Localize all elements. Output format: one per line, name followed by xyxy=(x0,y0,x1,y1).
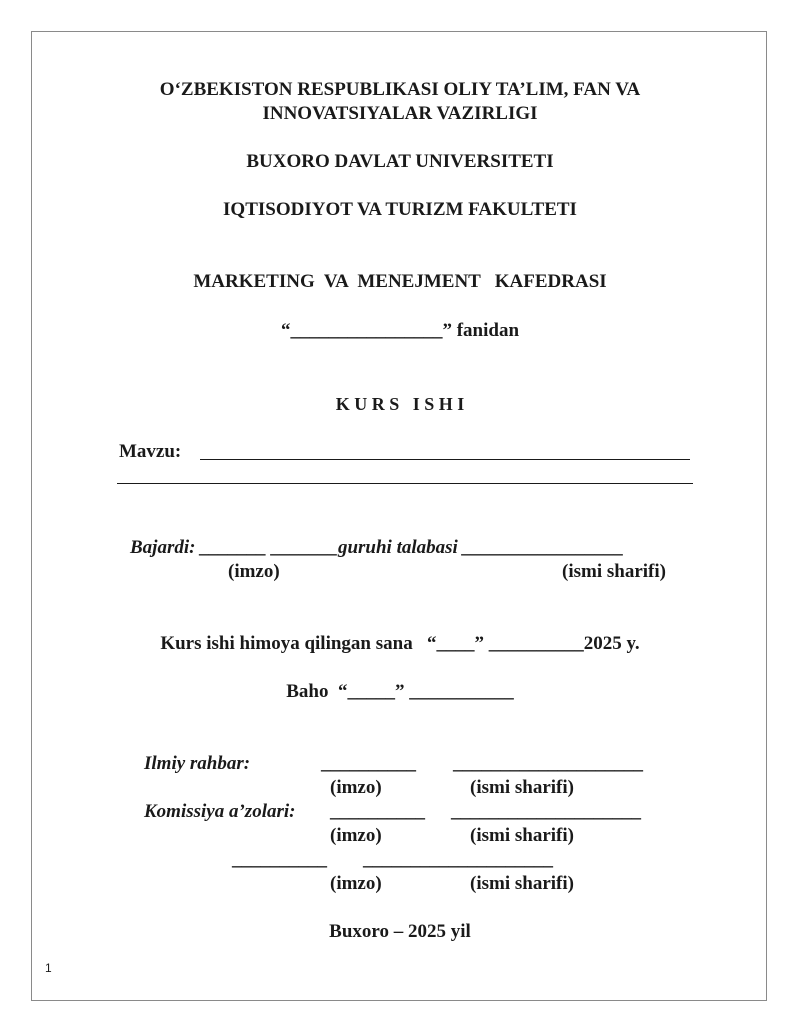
commission-second-signature-caption: (imzo) xyxy=(330,873,382,894)
ministry-title-line-2: INNOVATSIYALAR VAZIRLIGI xyxy=(262,103,538,124)
commission-signature-blank: __________ xyxy=(330,801,425,822)
department-name: MARKETING VA MENEJMENT KAFEDRASI xyxy=(193,271,607,292)
document-title: K U R S I S H I xyxy=(335,394,465,414)
faculty-name: IQTISODIYOT VA TURIZM FAKULTETI xyxy=(223,199,577,220)
topic-blank-line-2 xyxy=(117,483,693,484)
commission-second-signature-blank: __________ xyxy=(232,849,327,870)
supervisor-signature-blank: __________ xyxy=(321,753,416,774)
supervisor-label: Ilmiy rahbar: xyxy=(144,753,251,774)
page-number: 1 xyxy=(45,961,52,975)
performer-signature-caption: (imzo) xyxy=(228,561,280,582)
supervisor-name-caption: (ismi sharifi) xyxy=(470,777,574,798)
performer-line: Bajardi: _______ _______guruhi talabasi _________________ xyxy=(130,537,625,558)
performer-name-caption: (ismi sharifi) xyxy=(562,561,666,582)
topic-blank-line-1 xyxy=(200,459,690,460)
supervisor-signature-caption: (imzo) xyxy=(330,777,382,798)
subject-line: “________________” fanidan xyxy=(280,320,520,341)
place-and-year: Buxoro – 2025 yil xyxy=(329,921,471,942)
topic-label: Mavzu: xyxy=(119,441,182,462)
commission-label: Komissiya a’zolari: xyxy=(144,801,296,822)
ministry-title-line-1: O‘ZBEKISTON RESPUBLIKASI OLIY TA’LIM, FAN VA xyxy=(159,79,641,100)
commission-second-name-blank: ____________________ xyxy=(363,849,553,870)
commission-signature-caption: (imzo) xyxy=(330,825,382,846)
university-name: BUXORO DAVLAT UNIVERSITETI xyxy=(246,151,554,172)
grade-line: Baho “_____” ___________ xyxy=(286,681,514,702)
commission-second-name-caption: (ismi sharifi) xyxy=(470,873,574,894)
commission-name-blank: ____________________ xyxy=(451,801,641,822)
commission-name-caption: (ismi sharifi) xyxy=(470,825,574,846)
supervisor-name-blank: ____________________ xyxy=(453,753,643,774)
defense-date-line: Kurs ishi himoya qilingan sana “____” __________2025 y. xyxy=(160,633,640,654)
